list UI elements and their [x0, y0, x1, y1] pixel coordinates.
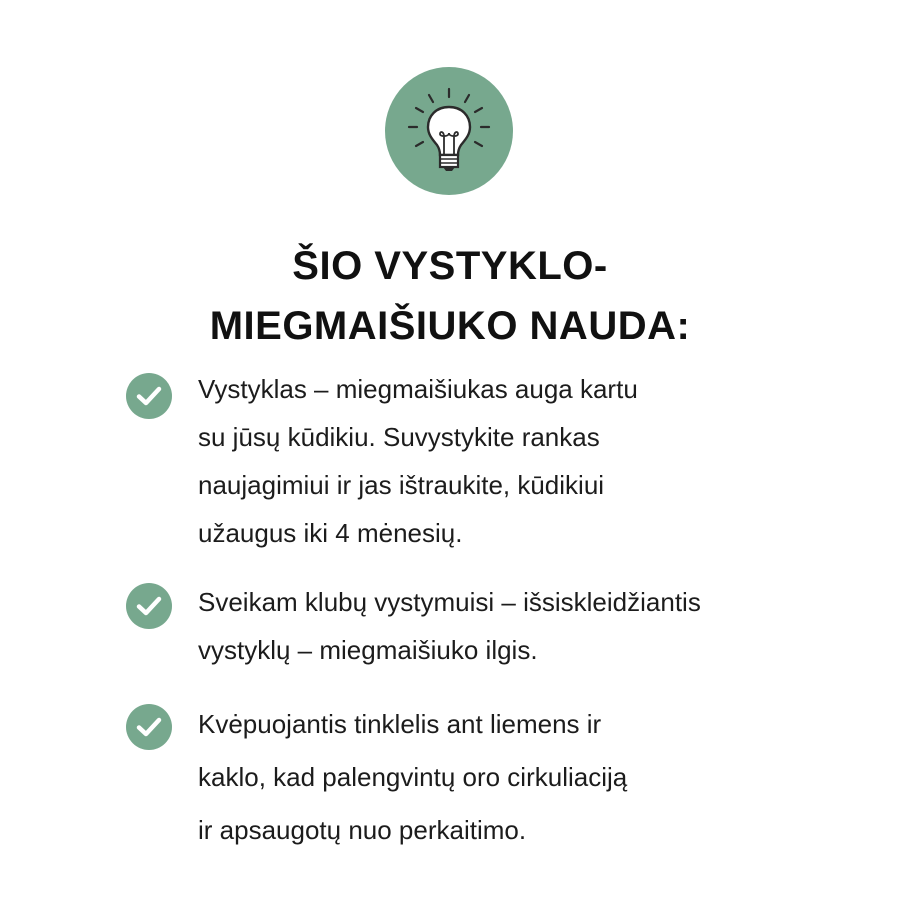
check-icon: [126, 704, 172, 750]
page-title: [0, 236, 900, 356]
benefit-line: ir apsaugotų nuo perkaitimo.: [198, 815, 527, 845]
benefit-line: naujagimiui ir jas ištraukite, kūdikiui: [198, 470, 605, 500]
lightbulb-icon: [385, 67, 513, 195]
check-icon: [126, 373, 172, 419]
benefit-line: Kvėpuojantis tinklelis ant liemens ir: [198, 709, 602, 739]
benefit-text: [198, 578, 858, 674]
benefit-text: [198, 698, 858, 857]
benefit-line: kaklo, kad palengvintų oro cirkuliaciją: [198, 762, 628, 792]
benefit-line: su jūsų kūdikiu. Suvystykite rankas: [198, 422, 600, 452]
benefit-line: Sveikam klubų vystymuisi – išsiskleidžiantis: [198, 587, 701, 617]
title-line-2: MIEGMAIŠIUKO NAUDA:: [209, 304, 691, 348]
benefit-line: vystyklų – miegmaišiuko ilgis.: [198, 635, 538, 665]
benefit-line: užaugus iki 4 mėnesių.: [198, 518, 463, 548]
title-line-1: ŠIO VYSTYKLO-: [292, 244, 608, 288]
benefit-text: [198, 365, 858, 557]
check-icon: [126, 583, 172, 629]
benefit-line: Vystyklas – miegmaišiukas auga kartu: [198, 374, 638, 404]
lightbulb-icon-badge: [385, 67, 513, 195]
